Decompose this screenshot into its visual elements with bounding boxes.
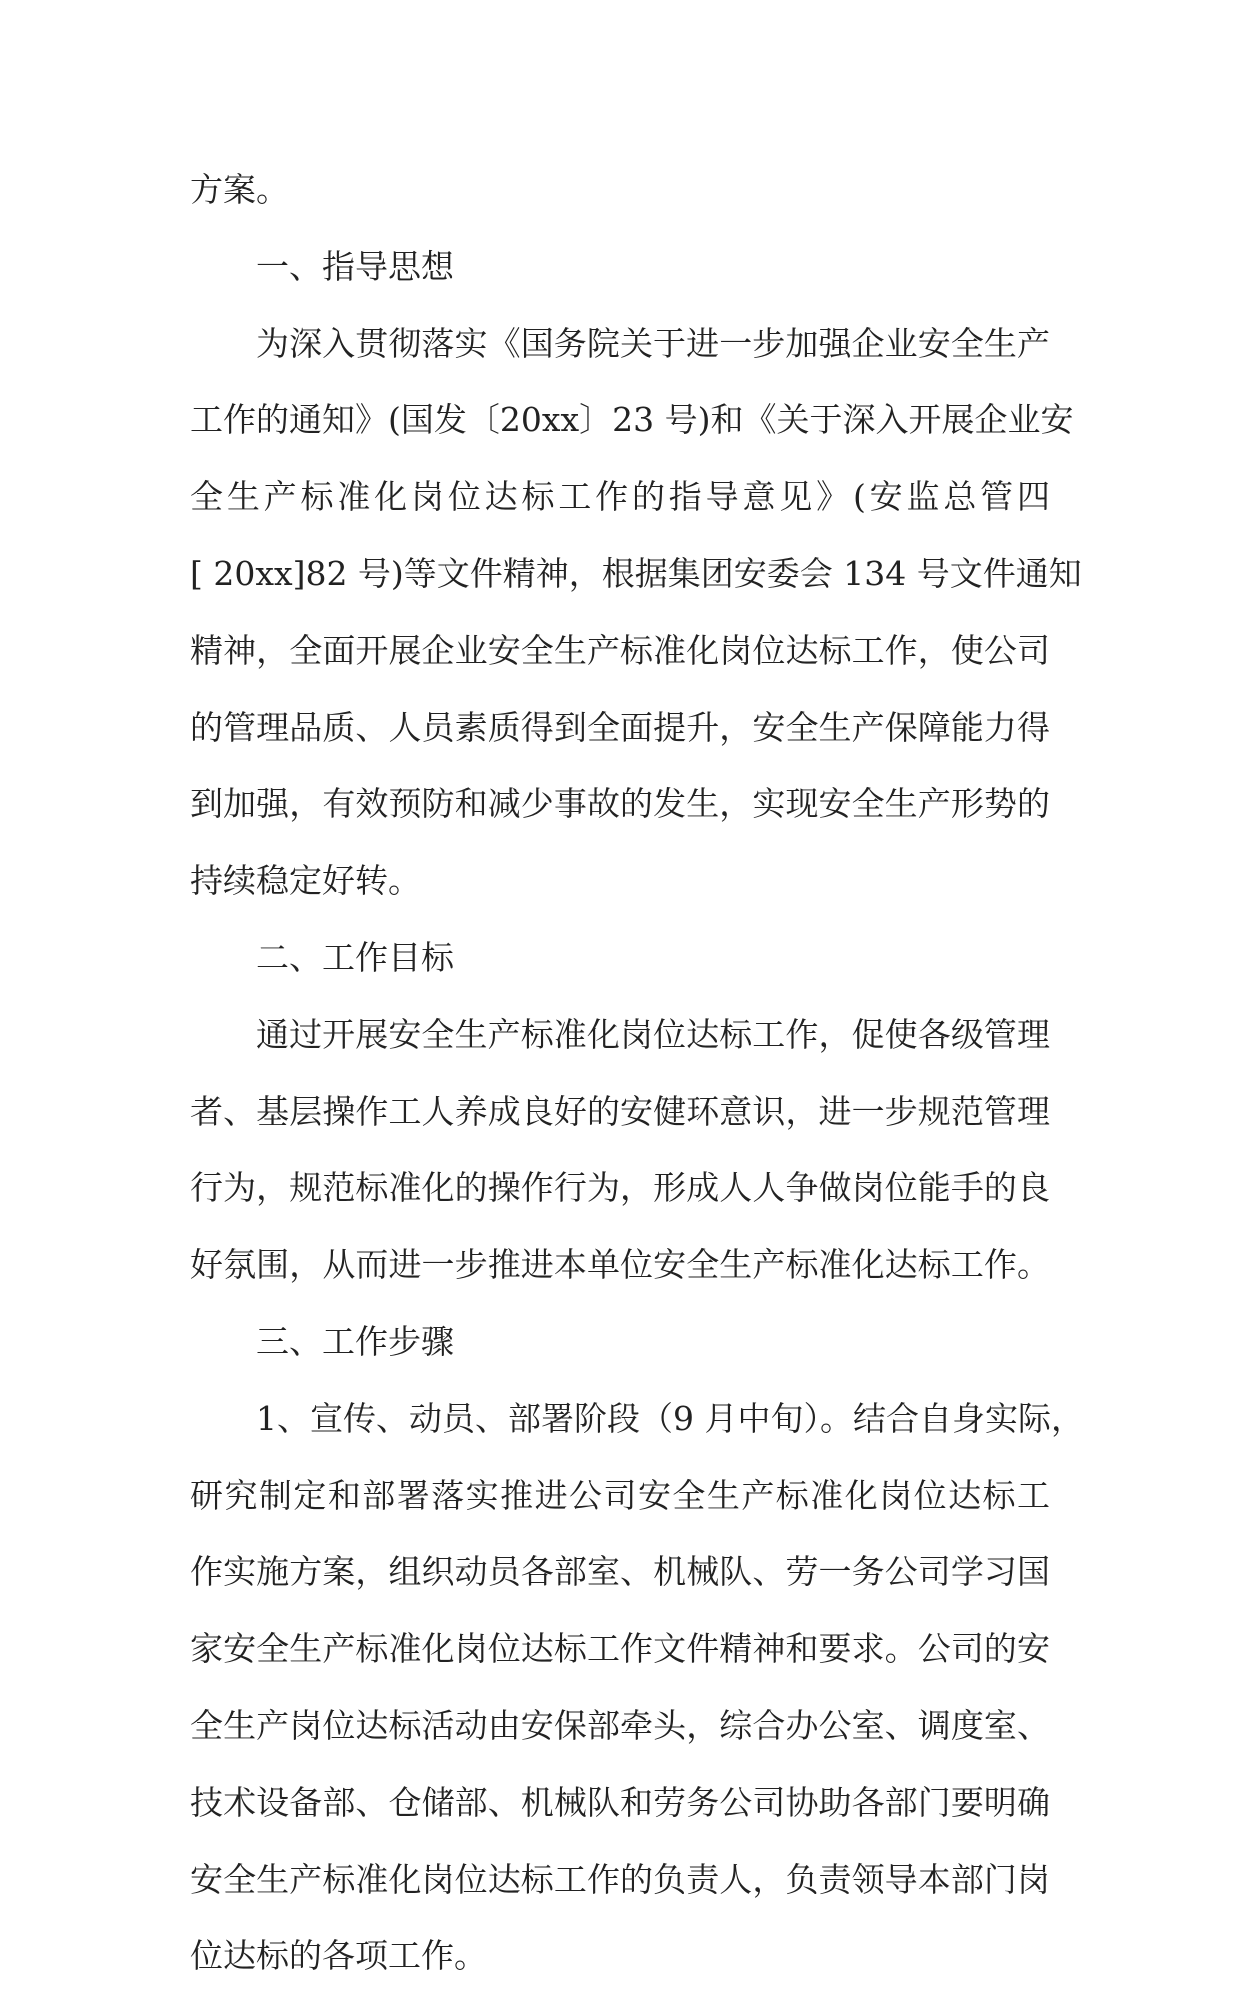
paragraph-line: 研究制定和部署落实推进公司安全生产标准化岗位达标工 <box>190 1475 1050 1515</box>
paragraph-line: 全生产岗位达标活动由安保部牵头，综合办公室、调度室、 <box>190 1705 1050 1745</box>
paragraph-line: 方案。 <box>190 170 289 209</box>
paragraph-line: 行为，规范标准化的操作行为，形成人人争做岗位能手的良 <box>190 1168 1050 1208</box>
paragraph-line: 位达标的各项工作。 <box>190 1936 487 1976</box>
document-body <box>190 152 1084 1995</box>
section-heading: 三、工作步骤 <box>256 1321 454 1361</box>
paragraph-line: 技术设备部、仓储部、机械队和劳务公司协助各部门要明确 <box>190 1782 1050 1822</box>
paragraph-line: [ 20xx]82 号)等文件精神，根据集团安委会 134 号文件通知 <box>190 553 1082 593</box>
paragraph-line: 者、基层操作工人养成良好的安健环意识，进一步规范管理 <box>190 1091 1050 1131</box>
paragraph-line: 家安全生产标准化岗位达标工作文件精神和要求。公司的安 <box>190 1629 1050 1669</box>
paragraph-line: 1、宣传、动员、部署阶段（9 月中旬）。结合自身实际， <box>256 1398 1084 1438</box>
paragraph-line: 安全生产标准化岗位达标工作的负责人，负责领导本部门岗 <box>190 1859 1050 1899</box>
paragraph-line: 持续稳定好转。 <box>190 861 421 901</box>
paragraph-line: 精神，全面开展企业安全生产标准化岗位达标工作，使公司 <box>190 630 1050 670</box>
section-heading: 二、工作目标 <box>256 937 454 977</box>
paragraph-line: 工作的通知》(国发〔20xx〕23 号)和《关于深入开展企业安 <box>190 400 1074 440</box>
paragraph-line: 为深入贯彻落实《国务院关于进一步加强企业安全生产 <box>256 323 1050 363</box>
paragraph-line: 到加强，有效预防和减少事故的发生，实现安全生产形势的 <box>190 784 1050 824</box>
paragraph-line: 全生产标准化岗位达标工作的指导意见》(安监总管四 <box>190 477 1050 517</box>
section-heading: 一、指导思想 <box>256 246 454 286</box>
paragraph-line: 作实施方案，组织动员各部室、机械队、劳一务公司学习国 <box>190 1552 1050 1592</box>
paragraph-line: 通过开展安全生产标准化岗位达标工作，促使各级管理 <box>256 1014 1050 1054</box>
paragraph-line: 好氛围，从而进一步推进本单位安全生产标准化达标工作。 <box>190 1245 1050 1285</box>
paragraph-line: 的管理品质、人员素质得到全面提升，安全生产保障能力得 <box>190 707 1050 747</box>
